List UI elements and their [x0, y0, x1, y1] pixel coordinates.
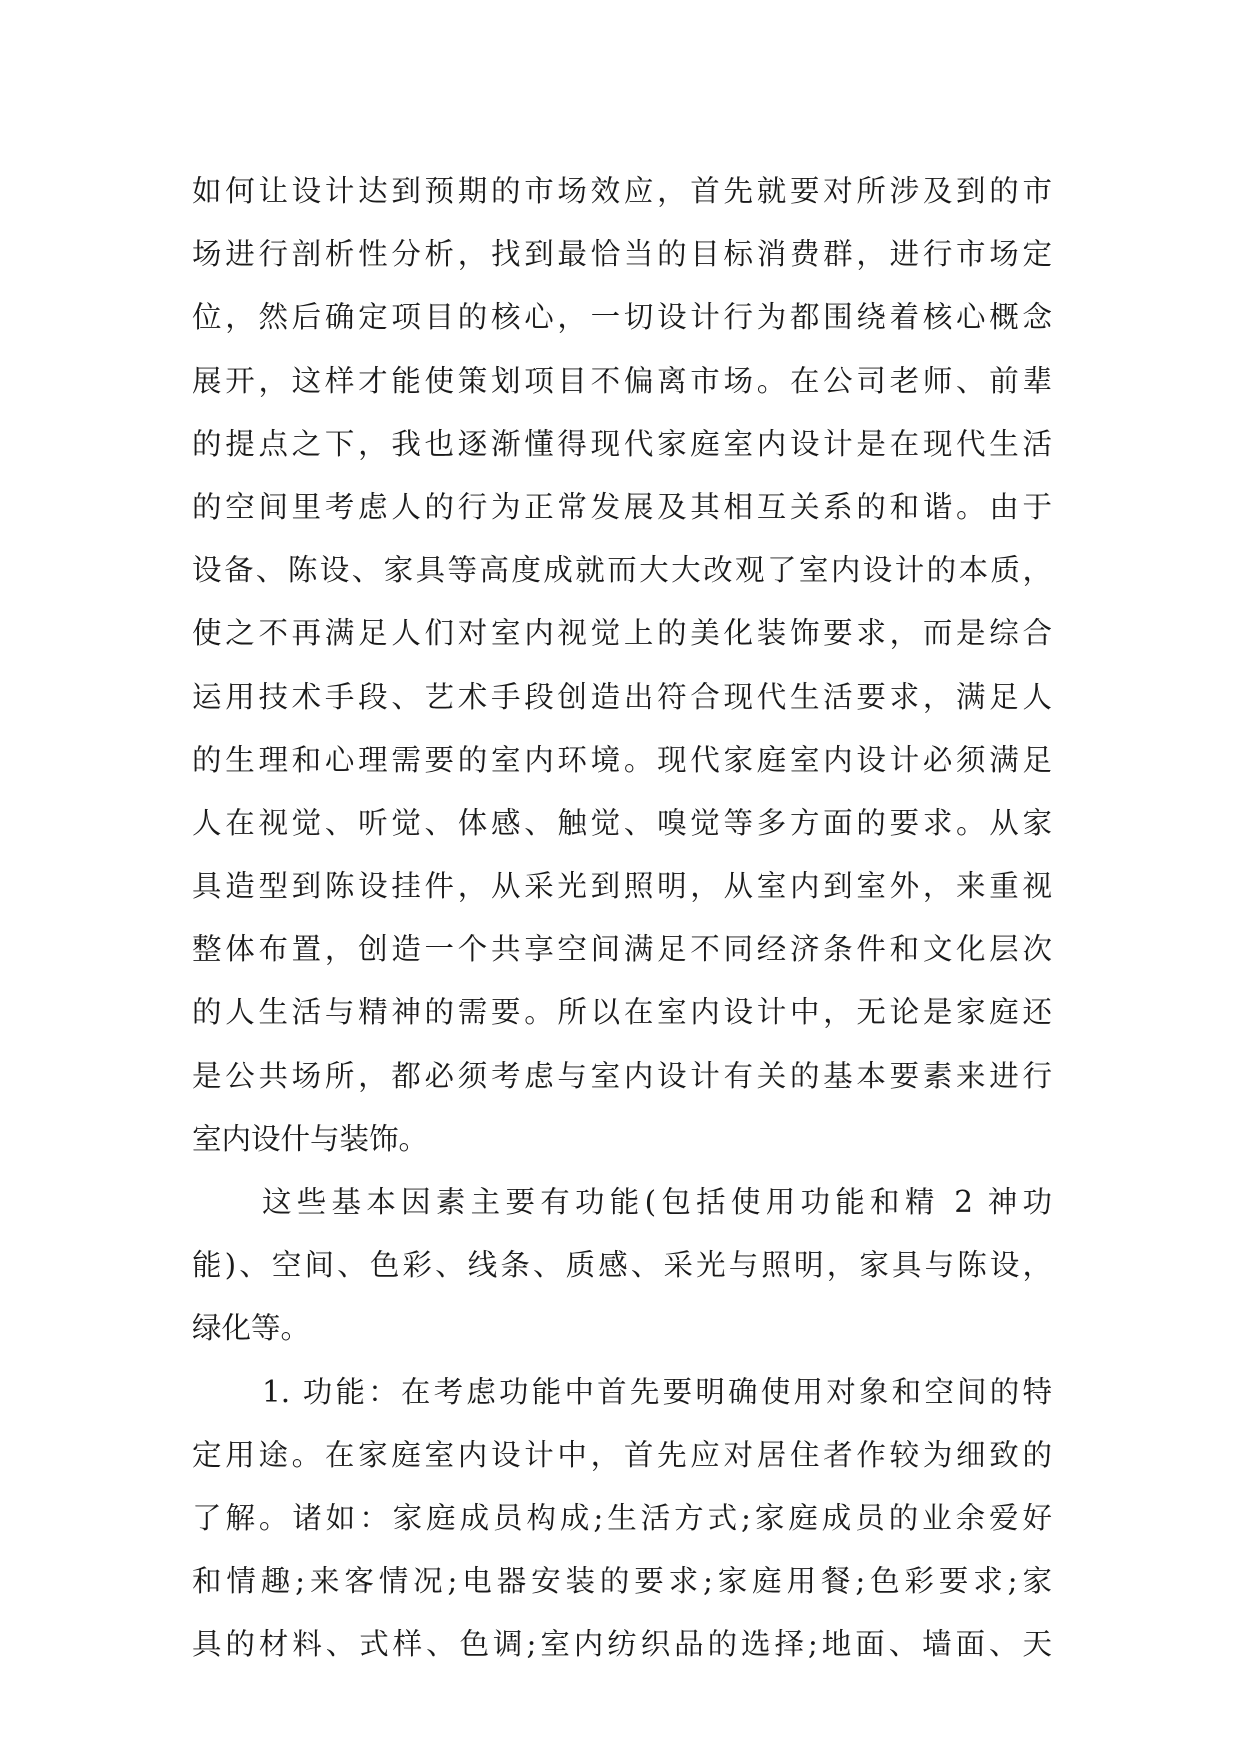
p1-line-6: 的空间里考虑人的行为正常发展及其相互关系的和谐。由于 — [192, 489, 1052, 524]
p1-line-10: 的生理和心理需要的室内环境。现代家庭室内设计必须满足 — [192, 742, 1052, 777]
p1-line-7: 设备、陈设、家具等高度成就而大大改观了室内设计的本质， — [192, 553, 1052, 588]
p2-line-2: 能)、空间、色彩、线条、质感、采光与照明，家具与陈设， — [192, 1248, 1052, 1283]
p2-line-1: 这些基本因素主要有功能(包括使用功能和精 2 神功 — [262, 1185, 1052, 1219]
p1-line-14: 的人生活与精神的需要。所以在室内设计中，无论是家庭还 — [192, 995, 1052, 1030]
p1-line-16: 室内设什与装饰。 — [192, 1121, 429, 1156]
p1-line-2: 场进行剖析性分析，找到最恰当的目标消费群，进行市场定 — [192, 237, 1052, 272]
p1-line-13: 整体布置，创造一个共享空间满足不同经济条件和文化层次 — [192, 932, 1052, 967]
body-text — [192, 160, 1052, 1677]
p1-line-1: 如何让设计达到预期的市场效应，首先就要对所涉及到的市 — [192, 174, 1052, 208]
p1-line-3: 位，然后确定项目的核心，一切设计行为都围绕着核心概念 — [192, 300, 1052, 335]
p3-line-2: 定用途。在家庭室内设计中，首先应对居住者作较为细致的 — [192, 1437, 1052, 1472]
p1-line-8: 使之不再满足人们对室内视觉上的美化装饰要求，而是综合 — [192, 616, 1052, 651]
p1-line-12: 具造型到陈设挂件，从采光到照明，从室内到室外，来重视 — [192, 869, 1052, 904]
p1-line-4: 展开，这样才能使策划项目不偏离市场。在公司老师、前辈 — [192, 363, 1052, 398]
p1-line-15: 是公共场所，都必须考虑与室内设计有关的基本要素来进行 — [192, 1058, 1052, 1093]
p2-line-3: 绿化等。 — [192, 1311, 311, 1346]
p3-line-3: 了解。诸如：家庭成员构成;生活方式;家庭成员的业余爱好 — [192, 1500, 1052, 1535]
p1-line-9: 运用技术手段、艺术手段创造出符合现代生活要求，满足人 — [192, 679, 1052, 714]
p3-line-1: 1. 功能：在考虑功能中首先要明确使用对象和空间的特 — [262, 1374, 1052, 1409]
p1-line-5: 的提点之下，我也逐渐懂得现代家庭室内设计是在现代生活 — [192, 426, 1052, 461]
p1-line-11: 人在视觉、听觉、体感、触觉、嗅觉等多方面的要求。从家 — [192, 805, 1052, 840]
p3-line-4: 和情趣;来客情况;电器安装的要求;家庭用餐;色彩要求;家 — [192, 1564, 1052, 1599]
p3-line-5: 具的材料、式样、色调;室内纺织品的选择;地面、墙面、天 — [192, 1627, 1052, 1662]
